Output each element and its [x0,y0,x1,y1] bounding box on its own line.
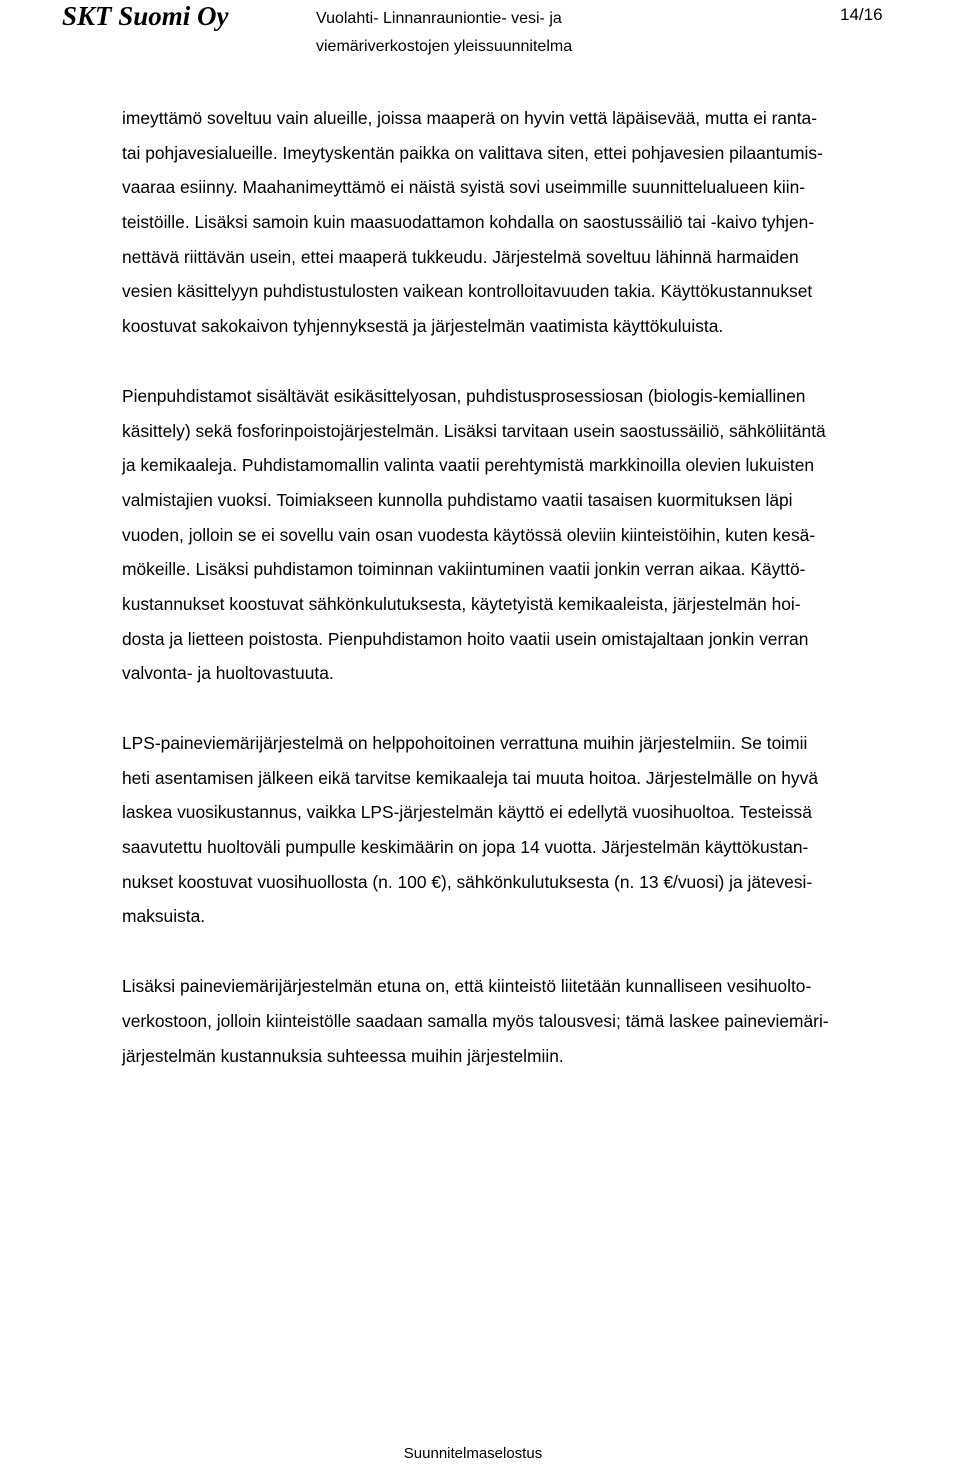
text-line: Pienpuhdistamot sisältävät esikäsittelyosan, puhdistusprosessiosan (biologis-kemiallinen [122,385,806,406]
text-line: järjestelmän kustannuksia suhteessa muihin järjestelmiin. [122,1045,564,1066]
text-line: maksuista. [122,906,206,927]
document-title [316,5,572,61]
text-line: saavutettu huoltoväli pumpulle keskimäärin on jopa 14 vuotta. Järjestelmän käyttökustan- [122,837,809,858]
text-line: Lisäksi paineviemärijärjestelmän etuna on, että kiinteistö liitetään kunnalliseen vesihuolto- [122,976,812,997]
text-line: nettävä riittävän usein, ettei maaperä tukkeudu. Järjestelmä soveltuu lähinnä harmaiden [122,246,799,267]
page-number: 14/16 [840,5,883,24]
footer-label: Suunnitelmaselostus [403,1445,543,1462]
paragraph [122,726,940,934]
text-line: valvonta- ja huoltovastuuta. [122,663,334,684]
document-title-line-2: viemäriverkostojen yleissuunnitelma [316,38,573,55]
text-line: imeyttämö soveltuu vain alueille, joissa maaperä on hyvin vettä läpäisevää, mutta ei ranta- [122,108,818,128]
page-header [0,0,960,72]
text-line: vuoden, jolloin se ei sovellu vain osan vuodesta käytössä oleviin kiinteistöihin, kuten kesä- [122,524,816,545]
text-line: käsittely) sekä fosforinpoistojärjestelmän. Lisäksi tarvitaan usein saostussäiliö, sähköliitäntä [122,420,826,441]
document-body [122,101,940,1108]
text-line: dosta ja lietteen poistosta. Pienpuhdistamon hoito vaatii usein omistajaltaan jonkin verran [122,628,809,649]
text-line: heti asentamisen jälkeen eikä tarvitse kemikaaleja tai muuta hoitoa. Järjestelmälle on hyvä [122,767,818,788]
text-line: teistöille. Lisäksi samoin kuin maasuodattamon kohdalla on saostussäiliö tai -kaivo tyhjen- [122,212,815,233]
text-line: kustannukset koostuvat sähkönkulutuksesta, käytetyistä kemikaaleista, järjestelmän hoi- [122,593,801,614]
text-line: verkostoon, jolloin kiinteistölle saadaan samalla myös talousvesi; tämä laskee paineviemäri- [122,1010,829,1031]
paragraph [122,969,940,1073]
text-line: LPS-paineviemärijärjestelmä on helppohoitoinen verrattuna muihin järjestelmiin. Se toimii [122,733,808,753]
text-line: ja kemikaaleja. Puhdistamomallin valinta vaatii perehtymistä markkinoilla olevien lukuisten [122,455,815,476]
text-line: laskea vuosikustannus, vaikka LPS-järjestelmän käyttö ei edellytä vuosihuoltoa. Testeissä [122,802,812,823]
text-line: vaaraa esiinny. Maahanimeyttämö ei näistä syistä sovi useimmille suunnittelualueen kiin- [122,177,806,198]
company-name: SKT Suomi Oy [62,1,229,31]
text-line: tai pohjavesialueille. Imeytyskentän paikka on valittava siten, ettei pohjavesien pilaantumis- [122,142,823,163]
page-footer [0,1444,960,1464]
text-line: valmistajien vuoksi. Toimiakseen kunnolla puhdistamo vaatii tasaisen kuormituksen läpi [122,489,793,510]
text-line: mökeille. Lisäksi puhdistamon toiminnan vakiintuminen vaatii jonkin verran aikaa. Käyttö- [122,559,806,580]
document-title-line-1: Vuolahti- Linnanrauniontie- vesi- ja [316,10,562,27]
text-line: vesien käsittelyyn puhdistustulosten vaikean kontrolloitavuuden takia. Käyttökustannukset [122,281,813,302]
text-line: koostuvat sakokaivon tyhjennyksestä ja järjestelmän vaatimista käyttökuluista. [122,316,724,337]
paragraph [122,101,940,344]
paragraph [122,379,940,691]
text-line: nukset koostuvat vuosihuollosta (n. 100 €), sähkönkulutuksesta (n. 13 €/vuosi) ja jätevesi- [122,871,813,892]
